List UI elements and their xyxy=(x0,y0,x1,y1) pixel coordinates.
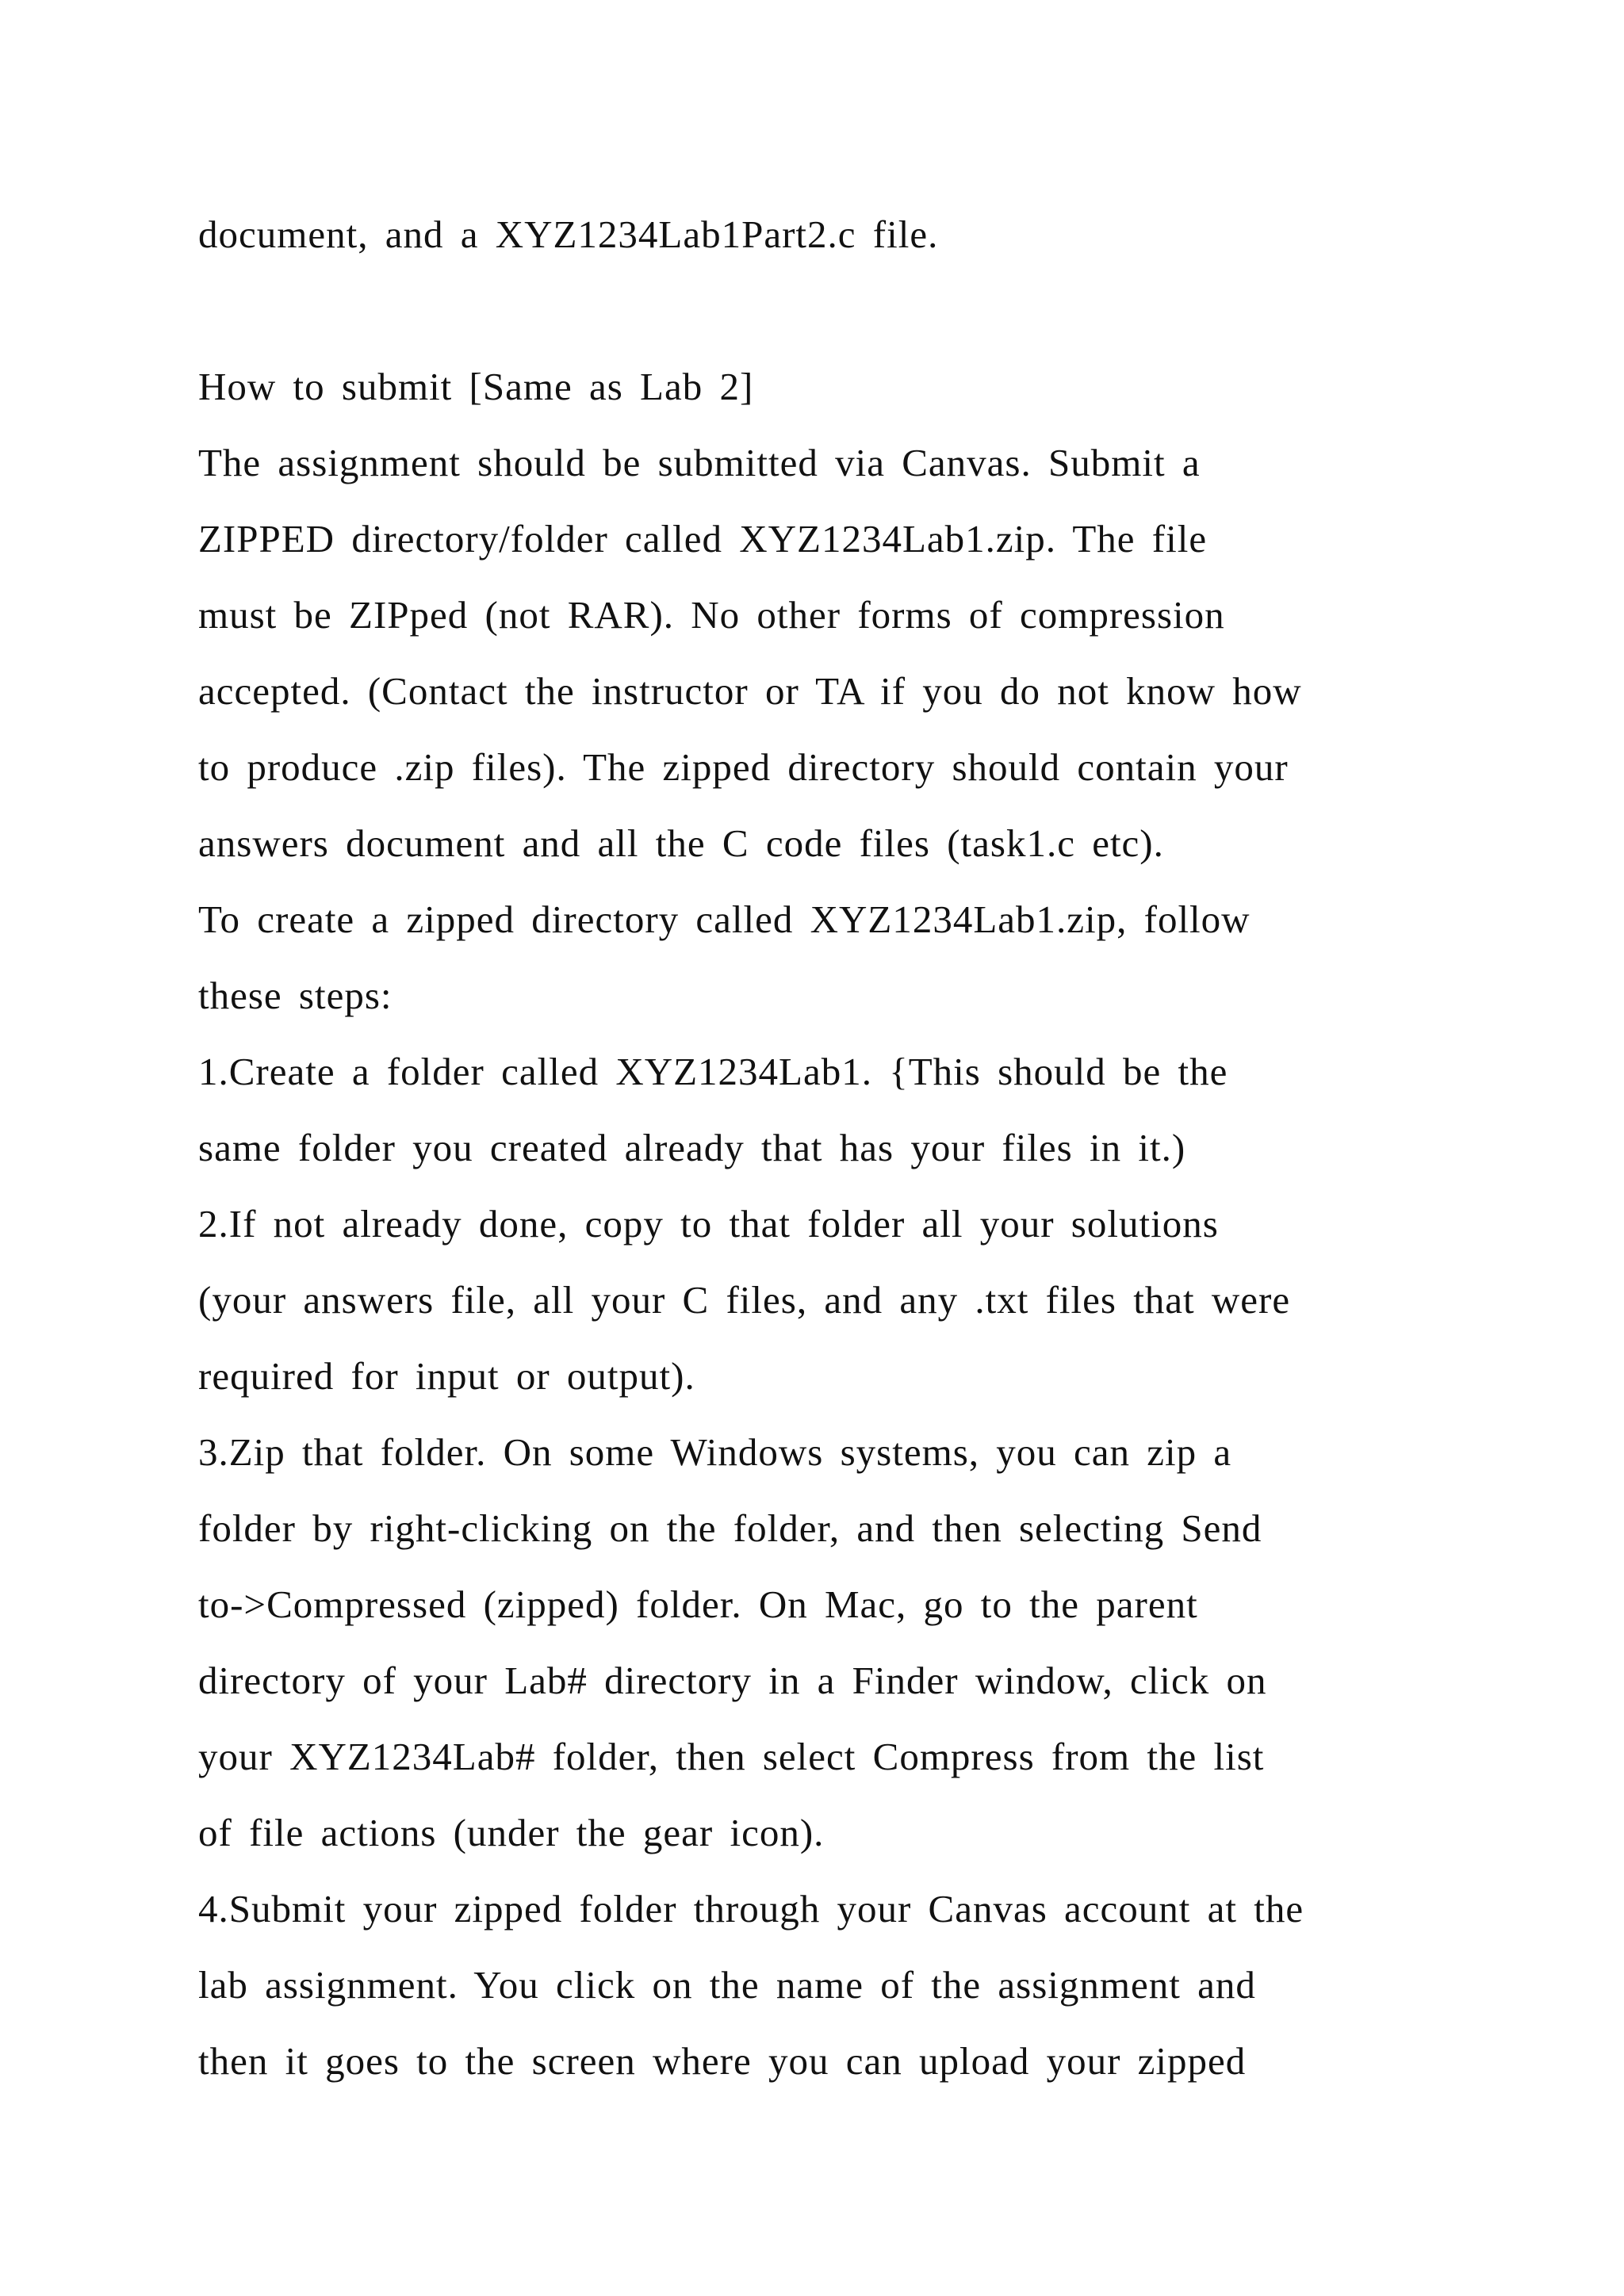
text-line: (your answers file, all your C files, and any .txt files that were xyxy=(198,1278,1291,1322)
text-line: same folder you created already that has your files in it.) xyxy=(198,1126,1186,1169)
text-line: document, and a XYZ1234Lab1Part2.c file. xyxy=(198,212,939,256)
text-line: to produce .zip files). The zipped directory should contain your xyxy=(198,745,1289,789)
text-line: ZIPPED directory/folder called XYZ1234Lab1.zip. The file xyxy=(198,517,1208,561)
text-line: The assignment should be submitted via Canvas. Submit a xyxy=(198,441,1201,484)
text-line: must be ZIPped (not RAR). No other forms of compression xyxy=(198,593,1225,637)
text-line: answers document and all the C code files (task1.c etc). xyxy=(198,821,1164,865)
step-3-line: 3.Zip that folder. On some Windows systems, you can zip a xyxy=(198,1430,1232,1474)
text-line: folder by right-clicking on the folder, and then selecting Send xyxy=(198,1506,1262,1550)
text-line: to->Compressed (zipped) folder. On Mac, go to the parent xyxy=(198,1582,1198,1626)
text-line: required for input or output). xyxy=(198,1354,695,1398)
text-line: then it goes to the screen where you can upload your zipped xyxy=(198,2039,1247,2083)
text-line: lab assignment. You click on the name of the assignment and xyxy=(198,1963,1256,2007)
step-2-line: 2.If not already done, copy to that folder all your solutions xyxy=(198,1202,1219,1246)
step-1-line: 1.Create a folder called XYZ1234Lab1. {This should be the xyxy=(198,1050,1228,1093)
text-line: To create a zipped directory called XYZ1234Lab1.zip, follow xyxy=(198,897,1251,941)
text-line: directory of your Lab# directory in a Finder window, click on xyxy=(198,1659,1267,1702)
section-heading: How to submit [Same as Lab 2] xyxy=(198,365,754,408)
text-line: your XYZ1234Lab# folder, then select Compress from the list xyxy=(198,1735,1265,1778)
text-line: of file actions (under the gear icon). xyxy=(198,1811,825,1854)
text-line: accepted. (Contact the instructor or TA if you do not know how xyxy=(198,669,1302,713)
blank-line xyxy=(198,273,1483,349)
document-body xyxy=(198,197,1483,2099)
text-line: these steps: xyxy=(198,974,393,1017)
step-4-line: 4.Submit your zipped folder through your Canvas account at the xyxy=(198,1887,1304,1931)
